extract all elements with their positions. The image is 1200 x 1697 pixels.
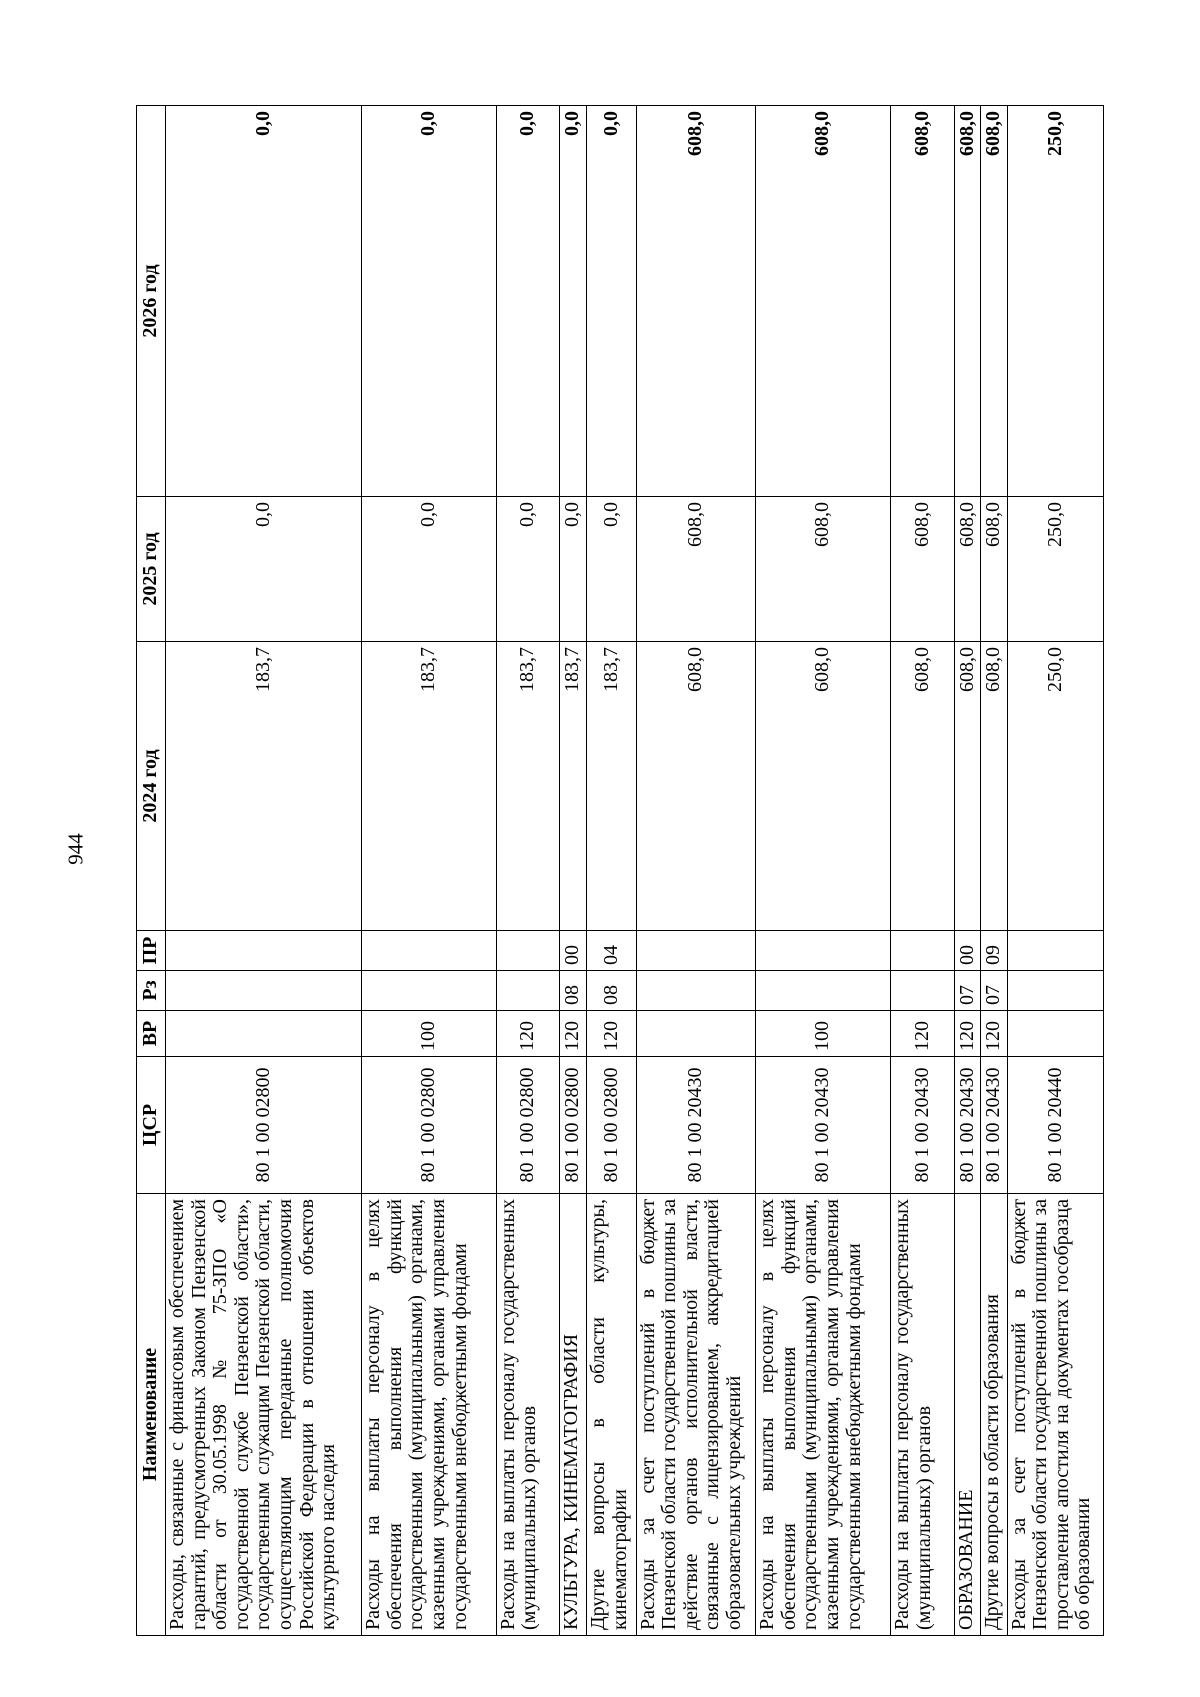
value-2024-cell: 608,0: [891, 642, 955, 931]
name-cell: Расходы на выплаты персоналу в целях обеспечения выполнения функций государственными (муниципальными) органами, казенными учреждениями, органами управления государственными внебюджетными фондами: [756, 1194, 891, 1636]
value-2026-cell: 0,0: [166, 106, 362, 497]
header-2024: 2024 год: [137, 642, 166, 931]
pr-cell: [636, 931, 756, 971]
value-2025-cell: 608,0: [981, 497, 1008, 642]
table-row: [166, 106, 362, 1636]
value-2025-cell: 0,0: [586, 497, 636, 642]
pr-cell: [1007, 931, 1103, 971]
page-number: 944: [63, 833, 88, 865]
pr-cell: [362, 931, 497, 971]
vr-cell: [166, 1011, 362, 1057]
pr-cell: 09: [981, 931, 1008, 971]
budget-table: [136, 105, 1104, 1636]
vr-cell: 120: [954, 1011, 981, 1057]
table-row: [954, 106, 981, 1636]
table-row: [891, 106, 955, 1636]
value-2024-cell: 250,0: [1007, 642, 1103, 931]
rz-cell: 08: [586, 971, 636, 1011]
csr-cell: 80 1 00 02800: [560, 1057, 587, 1194]
vr-cell: [1007, 1011, 1103, 1057]
csr-cell: 80 1 00 02800: [166, 1057, 362, 1194]
value-2026-cell: 608,0: [891, 106, 955, 497]
value-2024-cell: 183,7: [496, 642, 560, 931]
vr-cell: 120: [891, 1011, 955, 1057]
vr-cell: 120: [586, 1011, 636, 1057]
value-2024-cell: 183,7: [560, 642, 587, 931]
table-row: [756, 106, 891, 1636]
csr-cell: 80 1 00 20440: [1007, 1057, 1103, 1194]
csr-cell: 80 1 00 20430: [891, 1057, 955, 1194]
value-2024-cell: 608,0: [636, 642, 756, 931]
csr-cell: 80 1 00 02800: [362, 1057, 497, 1194]
value-2026-cell: 0,0: [362, 106, 497, 497]
rotated-table-wrapper: [136, 106, 1104, 1636]
csr-cell: 80 1 00 20430: [636, 1057, 756, 1194]
value-2025-cell: 0,0: [496, 497, 560, 642]
value-2024-cell: 183,7: [586, 642, 636, 931]
table-row: [496, 106, 560, 1636]
table-row: [981, 106, 1008, 1636]
rz-cell: [891, 971, 955, 1011]
value-2024-cell: 608,0: [954, 642, 981, 931]
rz-cell: [166, 971, 362, 1011]
value-2026-cell: 608,0: [636, 106, 756, 497]
rz-cell: [756, 971, 891, 1011]
value-2026-cell: 608,0: [981, 106, 1008, 497]
pr-cell: 04: [586, 931, 636, 971]
rz-cell: [1007, 971, 1103, 1011]
header-csr: ЦСР: [137, 1057, 166, 1194]
header-row: [137, 106, 166, 1636]
pr-cell: [496, 931, 560, 971]
rz-cell: 08: [560, 971, 587, 1011]
table-row: [636, 106, 756, 1636]
vr-cell: 100: [756, 1011, 891, 1057]
header-2026: 2026 год: [137, 106, 166, 497]
header-vr: ВР: [137, 1011, 166, 1057]
value-2025-cell: 608,0: [636, 497, 756, 642]
rz-cell: [362, 971, 497, 1011]
name-cell: Другие вопросы в области культуры, кинематографии: [586, 1194, 636, 1636]
value-2025-cell: 0,0: [560, 497, 587, 642]
header-pr: ПР: [137, 931, 166, 971]
pr-cell: [891, 931, 955, 971]
value-2025-cell: 608,0: [891, 497, 955, 642]
name-cell: Расходы на выплаты персоналу в целях обеспечения выполнения функций государственными (муниципальными) органами, казенными учреждениями, органами управления государственными внебюджетными фондами: [362, 1194, 497, 1636]
rz-cell: [496, 971, 560, 1011]
value-2024-cell: 608,0: [756, 642, 891, 931]
value-2025-cell: 0,0: [166, 497, 362, 642]
value-2026-cell: 0,0: [496, 106, 560, 497]
rz-cell: [636, 971, 756, 1011]
vr-cell: 120: [560, 1011, 587, 1057]
vr-cell: [636, 1011, 756, 1057]
vr-cell: 100: [362, 1011, 497, 1057]
name-cell: Расходы за счет поступлений в бюджет Пензенской области государственной пошлины за проставление апостиля на документах гособразца об образовании: [1007, 1194, 1103, 1636]
value-2024-cell: 183,7: [362, 642, 497, 931]
value-2026-cell: 0,0: [560, 106, 587, 497]
name-cell: Расходы на выплаты персоналу государственных (муниципальных) органов: [496, 1194, 560, 1636]
rz-cell: 07: [954, 971, 981, 1011]
name-cell: Другие вопросы в области образования: [981, 1194, 1008, 1636]
csr-cell: 80 1 00 02800: [586, 1057, 636, 1194]
rz-cell: 07: [981, 971, 1008, 1011]
vr-cell: 120: [981, 1011, 1008, 1057]
pr-cell: 00: [954, 931, 981, 971]
header-name: Наименование: [137, 1194, 166, 1636]
csr-cell: 80 1 00 20430: [981, 1057, 1008, 1194]
value-2025-cell: 608,0: [756, 497, 891, 642]
name-cell: ОБРАЗОВАНИЕ: [954, 1194, 981, 1636]
value-2025-cell: 608,0: [954, 497, 981, 642]
value-2026-cell: 250,0: [1007, 106, 1103, 497]
header-2025: 2025 год: [137, 497, 166, 642]
value-2026-cell: 608,0: [954, 106, 981, 497]
value-2024-cell: 183,7: [166, 642, 362, 931]
value-2026-cell: 0,0: [586, 106, 636, 497]
table-row: [362, 106, 497, 1636]
table-row: [586, 106, 636, 1636]
vr-cell: 120: [496, 1011, 560, 1057]
value-2025-cell: 0,0: [362, 497, 497, 642]
name-cell: Расходы, связанные с финансовым обеспечением гарантий, предусмотренных Законом Пензенской области от 30.05.1998 № 75-ЗПО «О государственной службе Пензенской области», государственным служащим Пензенской области, осуществляющим переданные полномочия Российской Федерации в отношении объектов культурного наследия: [166, 1194, 362, 1636]
name-cell: КУЛЬТУРА, КИНЕМАТОГРАФИЯ: [560, 1194, 587, 1636]
value-2026-cell: 608,0: [756, 106, 891, 497]
name-cell: Расходы на выплаты персоналу государственных (муниципальных) органов: [891, 1194, 955, 1636]
header-rz: Рз: [137, 971, 166, 1011]
pr-cell: 00: [560, 931, 587, 971]
csr-cell: 80 1 00 02800: [496, 1057, 560, 1194]
table-row: [1007, 106, 1103, 1636]
table-row: [560, 106, 587, 1636]
csr-cell: 80 1 00 20430: [756, 1057, 891, 1194]
pr-cell: [756, 931, 891, 971]
value-2024-cell: 608,0: [981, 642, 1008, 931]
name-cell: Расходы за счет поступлений в бюджет Пензенской области государственной пошлины за действие органов исполнительной власти, связанные с лицензированием, аккредитацией образовательных учреждений: [636, 1194, 756, 1636]
pr-cell: [166, 931, 362, 971]
value-2025-cell: 250,0: [1007, 497, 1103, 642]
csr-cell: 80 1 00 20430: [954, 1057, 981, 1194]
